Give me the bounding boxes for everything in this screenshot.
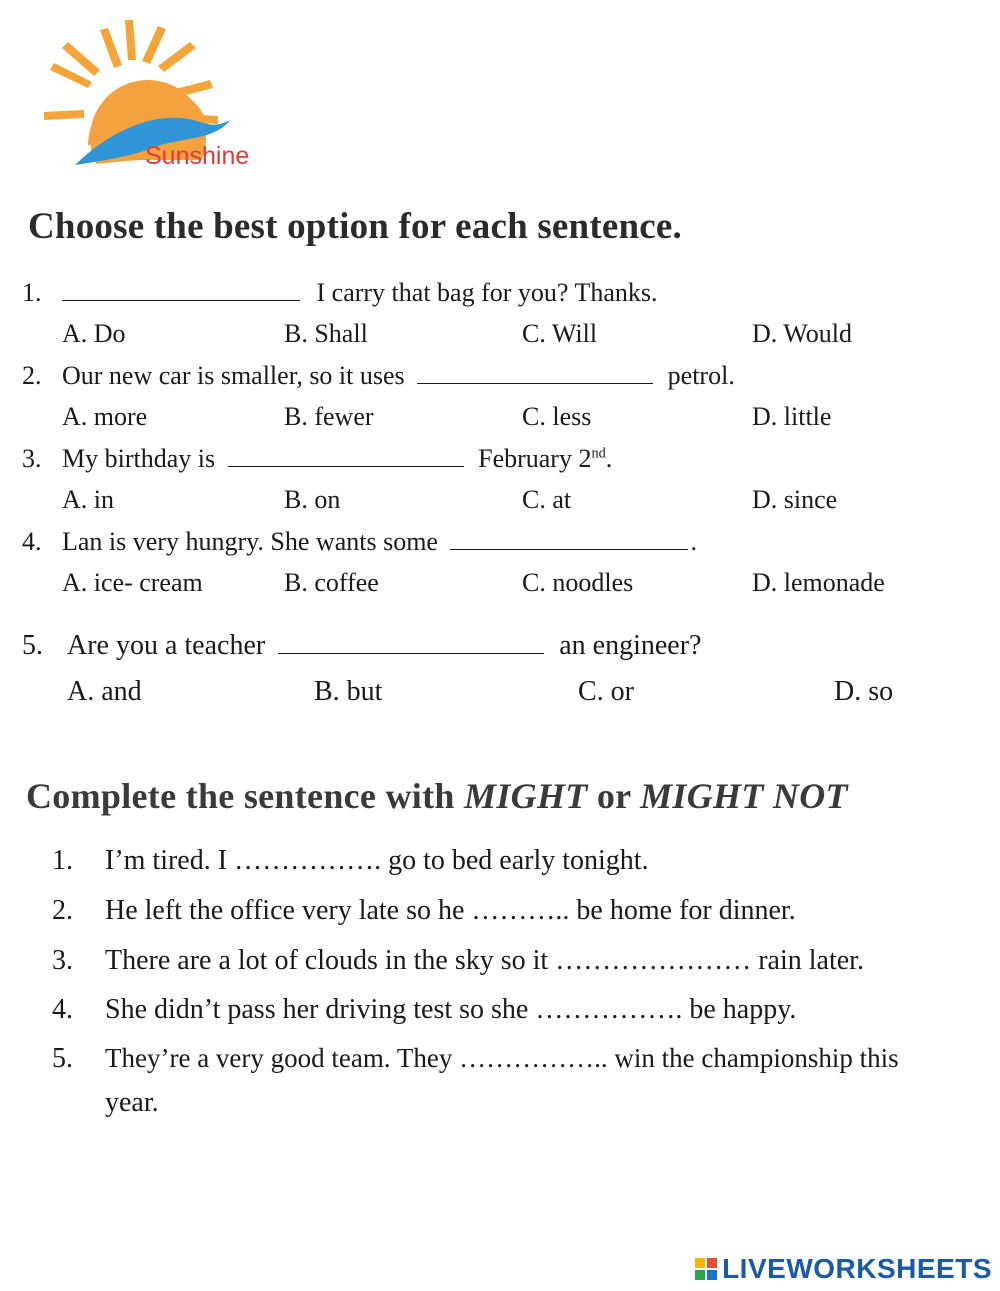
- question-text-after: I carry that bag for you? Thanks.: [316, 278, 658, 307]
- title-text: Complete the sentence with: [26, 776, 455, 816]
- question-1: [22, 278, 982, 358]
- option-d[interactable]: D. little: [752, 402, 832, 431]
- answer-blank[interactable]: [62, 280, 300, 301]
- section2-title: [26, 775, 848, 817]
- sentence-2: [0, 895, 1000, 935]
- question-number: 1.: [22, 278, 42, 307]
- question-text-after: .: [690, 527, 697, 556]
- logo-text: Sunshine: [145, 142, 250, 170]
- answer-blank[interactable]: [450, 529, 688, 550]
- question-5: [22, 630, 982, 720]
- sentence-4: [0, 994, 1000, 1034]
- question-number: 4.: [22, 527, 42, 556]
- option-a[interactable]: A. ice- cream: [62, 568, 203, 597]
- section1-title: Choose the best option for each sentence.: [28, 206, 682, 247]
- question-2: [22, 361, 982, 441]
- question-number: 3.: [22, 444, 42, 473]
- option-c[interactable]: C. at: [522, 485, 572, 514]
- sentence-number: 2.: [52, 895, 73, 926]
- title-might-not: MIGHT NOT: [640, 776, 848, 816]
- question-text-after: February 2: [478, 444, 592, 473]
- option-d[interactable]: D. so: [834, 676, 894, 707]
- title-might: MIGHT: [464, 776, 588, 816]
- option-d[interactable]: D. Would: [752, 319, 852, 348]
- question-number: 5.: [22, 630, 43, 661]
- option-c[interactable]: C. less: [522, 402, 592, 431]
- option-a[interactable]: A. and: [67, 676, 142, 707]
- option-a[interactable]: A. in: [62, 485, 114, 514]
- title-or: or: [596, 776, 631, 816]
- sentence-list: [0, 845, 1000, 1135]
- ordinal-suffix: nd: [591, 445, 606, 462]
- sentence-5: [0, 1043, 1000, 1123]
- option-a[interactable]: A. Do: [62, 319, 126, 348]
- option-b[interactable]: B. but: [314, 676, 383, 707]
- sentence-text[interactable]: She didn’t pass her driving test so she ……………. be happy.: [105, 994, 797, 1025]
- question-text-after: petrol.: [667, 361, 735, 390]
- question-text-before: My birthday is: [62, 444, 216, 473]
- sentence-text[interactable]: I’m tired. I ……………. go to bed early tonight.: [105, 845, 649, 876]
- answer-blank[interactable]: [278, 633, 544, 654]
- sentence-text[interactable]: There are a lot of clouds in the sky so it ………………… rain later.: [105, 945, 864, 976]
- sentence-number: 4.: [52, 994, 73, 1025]
- question-4: [22, 527, 982, 607]
- question-number: 2.: [22, 361, 42, 390]
- liveworksheets-icon: [695, 1258, 717, 1280]
- question-text-before: Lan is very hungry. She wants some: [62, 527, 438, 556]
- liveworksheets-logo: [695, 1253, 992, 1285]
- answer-blank[interactable]: [417, 363, 653, 384]
- option-c[interactable]: C. or: [578, 676, 634, 707]
- answer-blank[interactable]: [228, 446, 464, 467]
- question-text-after: an engineer?: [559, 630, 702, 661]
- sentence-3: [0, 945, 1000, 985]
- sentence-number: 1.: [52, 845, 73, 876]
- question-text-end: .: [605, 444, 613, 473]
- question-text-before: Our new car is smaller, so it uses: [62, 361, 405, 390]
- option-b[interactable]: B. Shall: [284, 319, 368, 348]
- question-3: [22, 444, 982, 524]
- sentence-number: 3.: [52, 945, 73, 976]
- option-c[interactable]: C. Will: [522, 319, 598, 348]
- option-b[interactable]: B. on: [284, 485, 341, 514]
- question-text-before: Are you a teacher: [67, 630, 266, 661]
- option-c[interactable]: C. noodles: [522, 568, 634, 597]
- sentence-number: 5.: [52, 1043, 73, 1074]
- option-d[interactable]: D. lemonade: [752, 568, 885, 597]
- option-b[interactable]: B. coffee: [284, 568, 379, 597]
- sentence-text[interactable]: They’re a very good team. They …………….. win the championship this: [105, 1043, 899, 1073]
- sentence-text-continued: year.: [105, 1087, 159, 1118]
- brand-text: LIVEWORKSHEETS: [722, 1253, 992, 1284]
- sentence-1: [0, 845, 1000, 885]
- sentence-text[interactable]: He left the office very late so he ……….. be home for dinner.: [105, 895, 796, 926]
- option-a[interactable]: A. more: [62, 402, 148, 431]
- option-b[interactable]: B. fewer: [284, 402, 374, 431]
- option-d[interactable]: D. since: [752, 485, 838, 514]
